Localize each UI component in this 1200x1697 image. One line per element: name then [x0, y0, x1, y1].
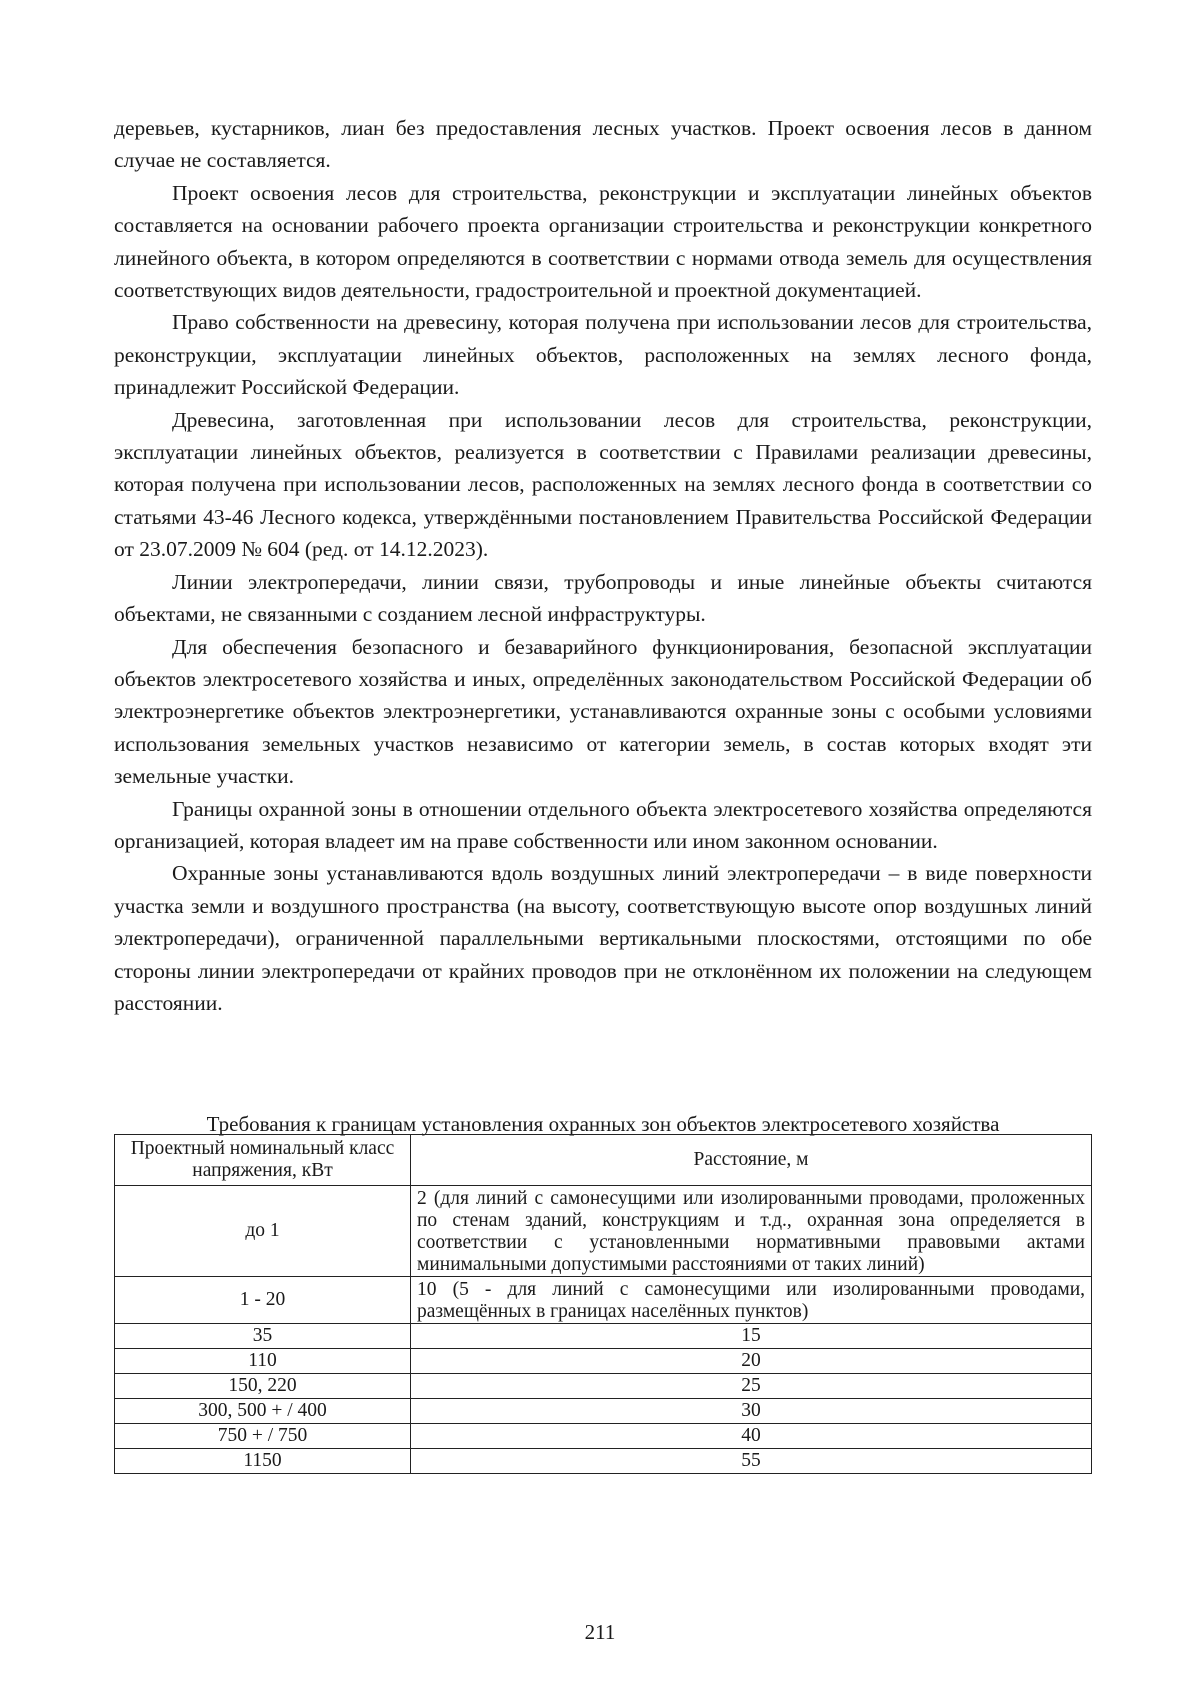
protection-zones-table [114, 1134, 1092, 1474]
table-row [115, 1186, 1092, 1277]
distance-cell: 40 [411, 1424, 1092, 1449]
body-text [114, 112, 1092, 1019]
column-header-voltage-class: Проектный номинальный класс напряжения, кВт [115, 1135, 411, 1186]
table-caption: Требования к границам установления охранных зон объектов электросетевого хозяйства [206, 1112, 1000, 1136]
paragraph: Для обеспечения безопасного и безаварийного функционирования, безопасной эксплуатации объектов электросетевого хозяйства и иных, определённых законодательством Российской Федерации об электроэнергетике объектов электроэнергетики, устанавливаются охранные зоны с особыми условиями использования земельных участков независимо от категории земель, в состав которых входят эти земельные участки. [114, 634, 1092, 789]
voltage-class-cell: 150, 220 [115, 1374, 411, 1399]
table-row [115, 1324, 1092, 1349]
paragraph: Охранные зоны устанавливаются вдоль воздушных линий электропередачи – в виде поверхности участка земли и воздушного пространства (на высоту, соответствующую высоте опор воздушных линий электропередачи), ограниченной параллельными вертикальными плоскостями, отстоящими по обе стороны линии электропередачи от крайних проводов при не отклонённом их положении на следующем расстоянии. [114, 861, 1092, 1015]
table-header-row [115, 1135, 1092, 1186]
voltage-class-cell: 1 - 20 [115, 1277, 411, 1324]
voltage-class-cell: до 1 [115, 1186, 411, 1277]
table-row [115, 1449, 1092, 1474]
table-row [115, 1424, 1092, 1449]
table-row [115, 1374, 1092, 1399]
voltage-class-cell: 300, 500 + / 400 [115, 1399, 411, 1424]
column-header-distance: Расстояние, м [411, 1135, 1092, 1186]
voltage-class-cell: 1150 [115, 1449, 411, 1474]
distance-cell: 2 (для линий с самонесущими или изолированными проводами, проложенных по стенам зданий, конструкциям и т.д., охранная зона определяется в соответствии с установленными нормативными правовыми актами минимальными допустимыми расстояниями от таких линий) [411, 1186, 1092, 1277]
distance-cell: 20 [411, 1349, 1092, 1374]
table-row [115, 1349, 1092, 1374]
paragraph: Древесина, заготовленная при использовании лесов для строительства, реконструкции, эксплуатации линейных объектов, реализуется в соответствии с Правилами реализации древесины, которая получена при использовании лесов, расположенных на землях лесного фонда в соответствии со статьями 43-46 Лесного кодекса, утверждёнными постановлением Правительства Российской Федерации от 23.07.2009 № 604 (ред. от 14.12.2023). [114, 407, 1092, 562]
distance-cell: 15 [411, 1324, 1092, 1349]
paragraph: Линии электропередачи, линии связи, трубопроводы и иные линейные объекты считаются объектами, не связанными с созданием лесной инфраструктуры. [114, 569, 1092, 627]
paragraph: деревьев, кустарников, лиан без предоставления лесных участков. Проект освоения лесов в данном случае не составляется. [114, 116, 1092, 173]
distance-cell: 55 [411, 1449, 1092, 1474]
distance-cell: 30 [411, 1399, 1092, 1424]
table-row [115, 1277, 1092, 1324]
distance-cell: 25 [411, 1374, 1092, 1399]
distance-cell: 10 (5 - для линий с самонесущими или изолированными проводами, размещённых в границах населённых пунктов) [411, 1277, 1092, 1324]
voltage-class-cell: 110 [115, 1349, 411, 1374]
page-number: 211 [584, 1620, 616, 1644]
paragraph: Право собственности на древесину, которая получена при использовании лесов для строительства, реконструкции, эксплуатации линейных объектов, расположенных на землях лесного фонда, принадлежит Российской Федерации. [114, 310, 1092, 400]
paragraph: Проект освоения лесов для строительства, реконструкции и эксплуатации линейных объектов составляется на основании рабочего проекта организации строительства и реконструкции конкретного линейного объекта, в котором определяются в соответствии с нормами отвода земель для осуществления соответствующих видов деятельности, градостроительной и проектной документацией. [114, 180, 1092, 303]
paragraph: Границы охранной зоны в отношении отдельного объекта электросетевого хозяйства определяются организацией, которая владеет им на праве собственности или ином законном основании. [114, 796, 1092, 853]
voltage-class-cell: 750 + / 750 [115, 1424, 411, 1449]
table-row [115, 1399, 1092, 1424]
voltage-class-cell: 35 [115, 1324, 411, 1349]
